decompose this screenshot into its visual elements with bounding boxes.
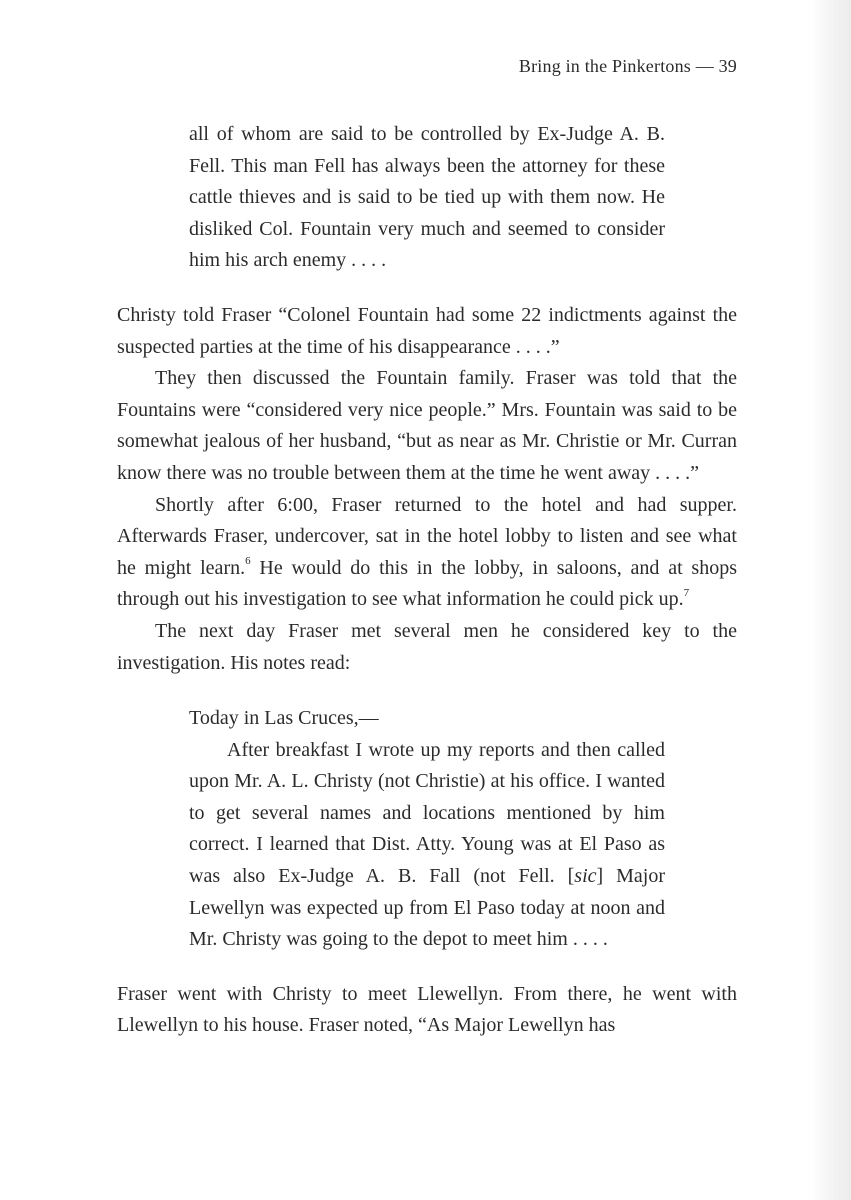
paragraph-text: He would do this in the lobby, in saloons, and at shops through out his investigation to see what information he could pick up. bbox=[117, 556, 737, 611]
paragraph-hotel-lobby bbox=[117, 490, 737, 616]
quote-text: After breakfast I wrote up my reports and then called upon Mr. A. L. Christy (not Christie) at his office. I wanted to get several names and locations mentioned by him correct. I learned that Dist. Atty. Young was at El Paso as was also Ex-Judge A. B. Fall (not Fell. [ bbox=[189, 738, 665, 888]
quote-text: ] Major Lewellyn was expected up from El Paso today at noon and Mr. Christy was going to the depot to meet him . . . . bbox=[189, 865, 665, 951]
paragraph-llewellyn: Fraser went with Christy to meet Llewellyn. From there, he went with Llewellyn to his house. Fraser noted, “As Major Lewellyn has bbox=[117, 982, 737, 1037]
block-quote-fell bbox=[189, 119, 665, 277]
footnote-marker-7: 7 bbox=[683, 586, 690, 599]
paragraph-fountain-family: They then discussed the Fountain family. Fraser was told that the Fountains were “considered very nice people.” Mrs. Fountain was said to be somewhat jealous of her husband, “but as near as Mr. Christie or Mr. Curran know there was no trouble between them at the time he went away . . . .” bbox=[117, 367, 737, 484]
quote-paragraph bbox=[189, 735, 665, 956]
spacer bbox=[117, 277, 737, 300]
block-quote-notes bbox=[189, 703, 665, 956]
quote-heading: Today in Las Cruces,— bbox=[189, 707, 379, 730]
spacer bbox=[117, 679, 737, 703]
page-body bbox=[117, 119, 737, 1042]
paragraph-next-day: The next day Fraser met several men he considered key to the investigation. His notes read: bbox=[117, 619, 737, 674]
footnote-marker-6: 6 bbox=[245, 555, 251, 568]
running-head: Bring in the Pinkertons — 39 bbox=[518, 56, 737, 76]
quote-paragraph: all of whom are said to be controlled by Ex-Judge A. B. Fell. This man Fell has always been the attorney for these cattle thieves and is said to be tied up with them now. He disliked Col. Fountain very much and seemed to consider him his arch enemy . . . . bbox=[189, 123, 665, 272]
paragraph-indictments: Christy told Fraser “Colonel Fountain had some 22 indictments against the suspected parties at the time of his disappearance . . . .” bbox=[117, 303, 737, 358]
sic-italic: sic bbox=[574, 865, 597, 888]
paragraph-text: Shortly after 6:00, Fraser returned to the hotel and had supper. Afterwards Fraser, undercover, sat in the hotel lobby to listen and see what he might learn. bbox=[117, 493, 737, 579]
spacer bbox=[117, 956, 737, 979]
